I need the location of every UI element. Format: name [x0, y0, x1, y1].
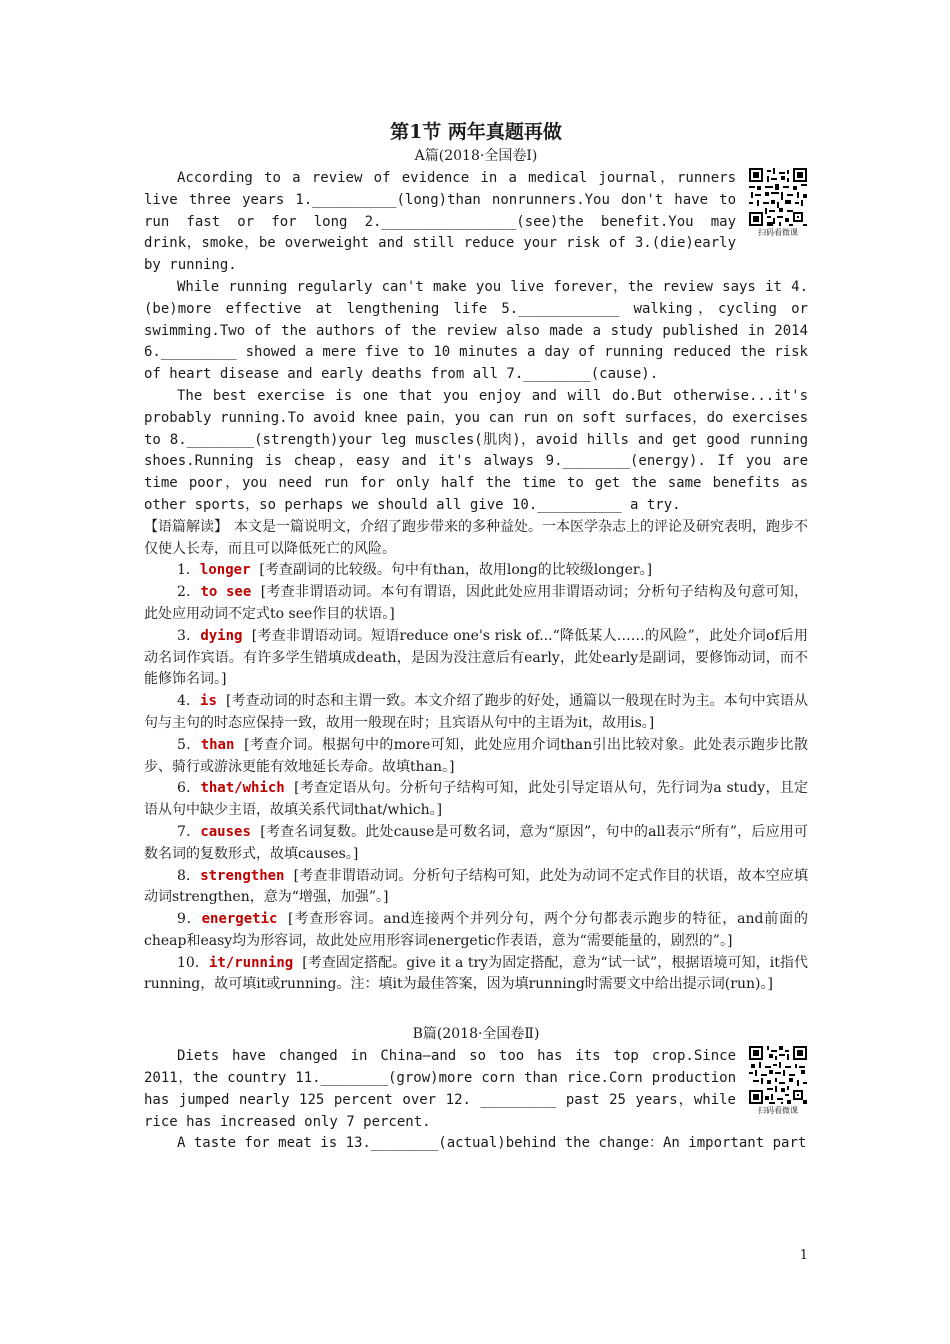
answer-number: 2． [177, 584, 201, 601]
section-a-heading: A篇(2018·全国卷Ⅰ) [414, 148, 538, 164]
answer-explanation: [考查名词复数。此处cause是可数名词，意为“原因”，句中的all表示“所有”，后应用可数名词的复数形式，故填causes。] [144, 823, 808, 862]
answer-item-5 [144, 735, 808, 779]
answer-text: dying [200, 627, 243, 644]
passage-b-paragraph-2: A taste for meat is 13.________(actual)behind the change：An important part [177, 1135, 807, 1152]
section-b-heading: B篇(2018·全国卷Ⅱ) [412, 1026, 540, 1043]
answer-text: longer [199, 562, 251, 579]
answer-text: is [200, 693, 217, 710]
passage-a-paragraph-1: According to a review of evidence in a medical journal，runners live three years 1.__________(long)than nonrunners.You don't have to run fast or for long 2.________________(see)the benefit.You may drink，smoke，be overweight and still reduce your risk of 3.(die)early by running. [144, 170, 736, 274]
answer-explanation: [考查动词的时态和主谓一致。本文介绍了跑步的好处，通篇以一般现在时为主。本句中宾语从句与主句的时态应保持一致，故用一般现在时；且宾语从句中的主语为it，故用is。] [144, 693, 808, 731]
answer-explanation: [考查形容词。and连接两个并列分句，两个分句都表示跑步的特征，and前面的cheap和easy均为形容词，故此处应用形容词energetic作表语，意为“需要能量的，剧烈的”。] [144, 911, 808, 949]
qr-caption: 扫码看微课 [758, 1106, 798, 1116]
analysis-label: 【语篇解读】 [144, 518, 228, 535]
answer-number: 7． [177, 823, 201, 840]
answer-item-4 [144, 691, 808, 735]
qr-code-a[interactable] [748, 168, 808, 238]
answer-text: energetic [201, 911, 278, 928]
answer-item-10 [144, 953, 808, 997]
answer-text: to see [200, 584, 252, 601]
answer-list [144, 560, 808, 996]
answer-item-7 [144, 822, 808, 866]
answer-item-3 [144, 626, 808, 691]
passage-a-paragraph-2: While running regularly can't make you live forever，the review says it 4.(be)more effective at lengthening life 5.____________ walking，cycling or swimming.Two of the authors of the review also made a study published in 2014 6._________ showed a mere five to 10 minutes a day of running reduced the risk of heart disease and early deaths from all 7.________(cause). [144, 278, 808, 383]
answer-explanation: [考查固定搭配。give it a try为固定搭配，意为“试一试”，根据语境可知，it指代running，故可填it或running。注：填it为最佳答案，因为填running时需要文中给出提示词(run)。] [144, 954, 808, 993]
qr-code-icon [749, 168, 807, 226]
document-page [144, 118, 808, 1155]
answer-explanation: [考查副词的比较级。句中有than，故用long的比较级longer。] [259, 562, 653, 579]
answer-text: than [200, 736, 235, 753]
answer-number: 3． [177, 627, 201, 644]
qr-code-b[interactable] [748, 1046, 808, 1116]
answer-explanation: [考查非谓语动词。短语reduce one's risk of...“降低某人……的风险”，此处介词of后用动名词作宾语。有许多学生错填成death，是因为没注意后有early，此处early是副词，要修饰动词，而不能修饰名词。] [144, 627, 808, 688]
qr-caption: 扫码看微课 [758, 228, 798, 237]
answer-number: 1． [177, 562, 200, 579]
analysis-paragraph [144, 517, 808, 561]
answer-number: 5． [177, 736, 201, 753]
answer-item-8 [144, 866, 808, 910]
answer-number: 9． [177, 911, 202, 928]
page-title: 第1节 两年真题再做 [390, 121, 562, 143]
answer-number: 4． [177, 693, 201, 710]
answer-text: causes [200, 823, 251, 840]
analysis-text: 本文是一篇说明文，介绍了跑步带来的多种益处。一本医学杂志上的评论及研究表明，跑步不仅使人长寿，而且可以降低死亡的风险。 [144, 518, 808, 557]
answer-number: 6． [177, 780, 201, 797]
answer-text: strengthen [200, 867, 285, 884]
answer-item-9 [144, 909, 808, 953]
answer-item-6 [144, 778, 808, 822]
page-number: 1 [799, 1248, 808, 1263]
answer-explanation: [考查介词。根据句中的more可知，此处应用介词than引出比较对象。此处表示跑步比散步、骑行或游泳更能有效地延长寿命。故填than。] [144, 736, 808, 775]
section-spacer [144, 996, 808, 1024]
answer-text: that/which [200, 780, 285, 797]
qr-code-icon [749, 1046, 807, 1104]
passage-b-paragraph-1: Diets have changed in China—and so too has its top crop.Since 2011，the country 11.________(grow)more corn than rice.Corn production has jumped nearly 125 percent over 12. _________ past 25 years，while rice has increased only 7 percent. [144, 1048, 736, 1130]
answer-number: 10． [177, 954, 209, 971]
answer-text: it/running [208, 954, 294, 971]
answer-number: 8． [177, 867, 201, 884]
passage-a-paragraph-3: The best exercise is one that you enjoy and will do.But otherwise...it's probably running.To avoid knee pain，you can run on soft surfaces，do exercises to 8.________(strength)your leg muscles(肌肉)，avoid hills and get good running shoes.Running is cheap，easy and it's always 9.________(energy). If you are time poor，you need run for only half the time to get the same benefits as other sports，so perhaps we should all give 10.__________ a try. [144, 387, 808, 513]
answer-item-1 [144, 560, 808, 582]
answer-explanation: [考查非谓语动词。本句有谓语，因此此处应用非谓语动词；分析句子结构及句意可知，此处应用动词不定式to see作目的状语。] [144, 584, 808, 622]
answer-explanation: [考查非谓语动词。分析句子结构可知，此处为动词不定式作目的状语，故本空应填动词strengthen，意为“增强，加强”。] [144, 867, 808, 906]
answer-explanation: [考查定语从句。分析句子结构可知，此处引导定语从句，先行词为a study，且定语从句中缺少主语，故填关系代词that/which。] [144, 780, 808, 819]
answer-item-2 [144, 582, 808, 626]
